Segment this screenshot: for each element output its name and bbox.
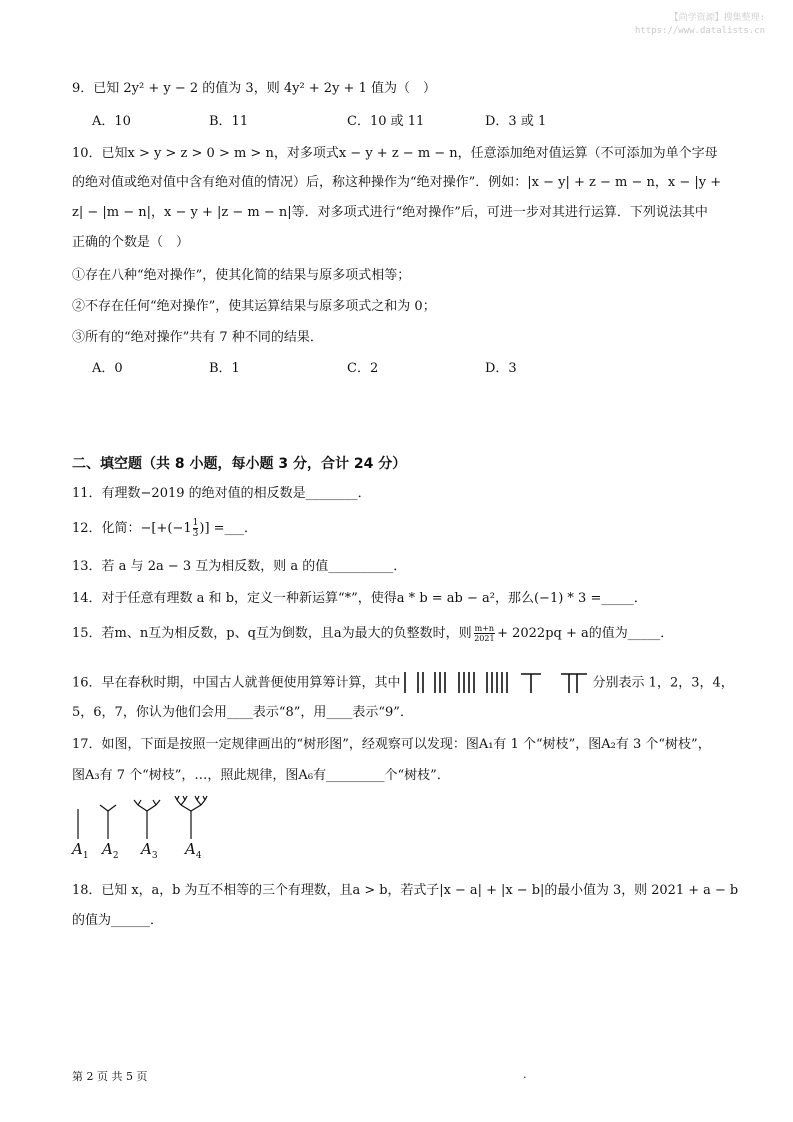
- section-title: 二、填空题（共 8 小题，每小题 3 分，合计 24 分）: [72, 456, 407, 472]
- q15: [72, 624, 673, 643]
- q10-line3: z| − |m − n|，x − y + |z − m − n|等．对多项式进行“绝对操作”后，可进一步对其进行运算．下列说法其中: [72, 205, 708, 220]
- q17-line1: 17．如图，下面是按照一定规律画出的“树形图”，经观察可以发现：图A₁有 1 个“树枝”，图A₂有 3 个“树枝”，: [72, 737, 711, 752]
- q18-line2: 的值为______．: [72, 913, 164, 928]
- q15-frac-num: m+n: [474, 624, 495, 633]
- q9-option-d: D．3 或 1: [485, 114, 547, 129]
- q16-suffix: 分别表示 1，2，3，4，: [592, 675, 734, 691]
- q9-option-a: A．10: [92, 114, 131, 129]
- q10-statement-1: ①存在八种“绝对操作”，使其化简的结果与原多项式相等；: [72, 268, 411, 283]
- q15-frac-den: 2021: [474, 634, 495, 643]
- q10-option-d: D．3: [485, 361, 517, 376]
- q9-stem: 9．已知 2y² + y − 2 的值为 3，则 4y² + 2y + 1 值为（ ）: [72, 81, 436, 96]
- q10-option-b: B．1: [209, 361, 240, 376]
- q11: 11．有理数−2019 的绝对值的相反数是________．: [72, 486, 371, 501]
- q16-line1: [72, 670, 734, 696]
- watermark-url: https://www.datalists.cn: [634, 26, 765, 36]
- tree-label-a4: $A_4$: [185, 840, 202, 861]
- page-number: 第 2 页 共 5 页: [72, 1070, 148, 1083]
- q12-suffix: )] =___．: [199, 521, 258, 536]
- q12-fraction: [193, 518, 199, 539]
- footer-dot: .: [523, 1068, 527, 1081]
- q10-option-a: A．0: [92, 361, 123, 376]
- watermark-line1: 【尚学资源】搜集整理:: [669, 13, 765, 23]
- q12-frac-den: 3: [192, 529, 199, 539]
- q12-prefix: 12．化简：−[+(−1: [72, 521, 192, 536]
- counting-rods-image: [401, 670, 593, 696]
- q10-option-c: C．2: [347, 361, 379, 376]
- q13: 13．若 a 与 2a − 3 互为相反数，则 a 的值__________．: [72, 559, 407, 574]
- q17-line2: 图A₃有 7 个“树枝”，…，照此规律，图A₆有_________个“树枝”．: [72, 768, 450, 783]
- q16-line2: 5，6，7，你认为他们会用____表示“8”，用____表示“9”．: [72, 705, 413, 720]
- tree-label-a1: $A_1$: [72, 840, 89, 861]
- q12-frac-num: 1: [192, 518, 199, 528]
- q15-prefix: 15．若m、n互为相反数，p、q互为倒数，且a为最大的负整数时，则: [72, 626, 472, 641]
- q15-fraction: [474, 624, 495, 643]
- q10-line4: 正确的个数是（ ）: [72, 235, 190, 250]
- q18-line1: 18．已知 x，a，b 为互不相等的三个有理数，且a > b，若式子|x − a| + |x − b|的最小值为 3，则 2021 + a − b: [72, 883, 739, 898]
- tree-label-a3: $A_3$: [141, 840, 158, 861]
- q15-suffix: + 2022pq + a的值为_____．: [497, 626, 674, 641]
- q10-line1: 10．已知x > y > z > 0 > m > n，对多项式x − y + z − m − n，任意添加绝对值运算（不可添加为单个字母: [72, 146, 718, 161]
- q9-option-c: C．10 或 11: [347, 114, 425, 129]
- q16-prefix: 16．早在春秋时期，中国古人就普便使用算筹计算，其中: [72, 675, 401, 691]
- tree-label-a2: $A_2$: [102, 840, 119, 861]
- q10-line2: 的绝对值或绝对值中含有绝对值的情况）后，称这种操作为“绝对操作”．例如：|x − y| + z − m − n，x − |y +: [72, 175, 722, 190]
- q10-statement-3: ③所有的“绝对操作”共有 7 种不同的结果．: [72, 330, 323, 345]
- q14: 14．对于任意有理数 a 和 b，定义一种新运算“*”，使得a * b = ab − a²，那么(−1) * 3 =_____．: [72, 591, 647, 606]
- q12: [72, 518, 257, 539]
- tree-diagrams: [70, 795, 230, 843]
- q9-option-b: B．11: [209, 114, 249, 129]
- q10-statement-2: ②不存在任何“绝对操作”，使其运算结果与原多项式之和为 0；: [72, 299, 436, 314]
